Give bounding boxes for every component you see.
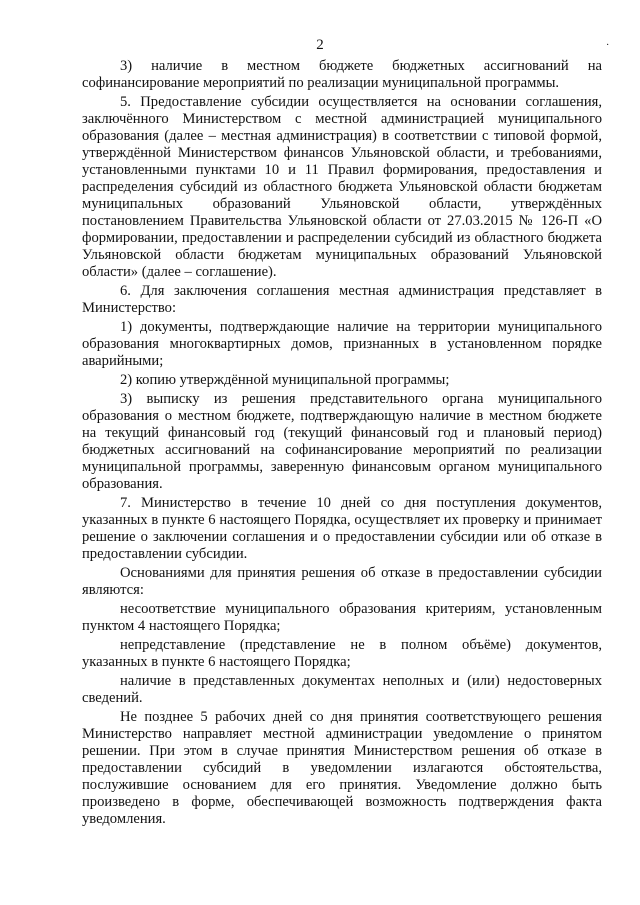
- paragraph-6-documents: 6. Для заключения соглашения местная администрация представляет в Министерство:: [82, 283, 602, 316]
- paragraph-notification: Не позднее 5 рабочих дней со дня принятия соответствующего решения Министерство направляет местной администрации уведомление о принятом решении. При этом в случае принятия Министерством решения об отказе в предоставлении субсидий в уведомлении излагаются обстоятельства, послужившие основанием для его принятия. Уведомление должно быть произведено в форме, обеспечивающей возможность подтверждения факта уведомления.: [82, 709, 602, 827]
- scan-mark: ·: [606, 40, 610, 51]
- paragraph-5-agreement: 5. Предоставление субсидии осуществляется на основании соглашения, заключённого Министерством с местной администрацией муниципального образования (далее – местная администрация) в соответствии с типовой формой, утверждённой Министерством финансов Ульяновской области, и требованиями, установленными пунктами 10 и 11 Правил формирования, предоставления и распределения субсидий из областного бюджета Ульяновской области бюджетам муниципальных образований Ульяновской области, утверждённых постановлением Правительства Ульяновской области от 27.03.2015 № 126-П «О формировании, предоставлении и распределении субсидий из областного бюджета Ульяновской области бюджетам муниципальных образований Ульяновской области» (далее – соглашение).: [82, 94, 602, 280]
- document-body: [82, 58, 602, 830]
- paragraph-7-review: 7. Министерство в течение 10 дней со дня поступления документов, указанных в пункте 6 настоящего Порядка, осуществляет их проверку и принимает решение о заключении соглашения и о предоставлении субсидии или об отказе в предоставлении субсидии.: [82, 495, 602, 562]
- paragraph-6-item-2: 2) копию утверждённой муниципальной программы;: [120, 372, 450, 388]
- paragraph-6-item-3: 3) выписку из решения представительного органа муниципального образования о местном бюджете, подтверждающую наличие в местном бюджете на текущий финансовый год (текущий финансовый год и плановый период) бюджетных ассигнований на софинансирование мероприятий по реализации муниципальной программы, заверенную финансовым органом муниципального образования.: [82, 391, 602, 492]
- paragraph-6-item-1: 1) документы, подтверждающие наличие на территории муниципального образования многоквартирных домов, признанных в установленном порядке аварийными;: [82, 319, 602, 369]
- page-number: 2: [316, 37, 324, 53]
- paragraph-item-3-condition: 3) наличие в местном бюджете бюджетных ассигнований на софинансирование мероприятий по реализации муниципальной программы.: [82, 58, 602, 91]
- paragraph-refusal-grounds: Основаниями для принятия решения об отказе в предоставлении субсидии являются:: [82, 565, 602, 598]
- refusal-ground-3: наличие в представленных документах неполных и (или) недостоверных сведений.: [82, 673, 602, 706]
- refusal-ground-1: несоответствие муниципального образования критериям, установленным пунктом 4 настоящего Порядка;: [82, 601, 602, 634]
- refusal-ground-2: непредставление (представление не в полном объёме) документов, указанных в пункте 6 настоящего Порядка;: [82, 637, 602, 670]
